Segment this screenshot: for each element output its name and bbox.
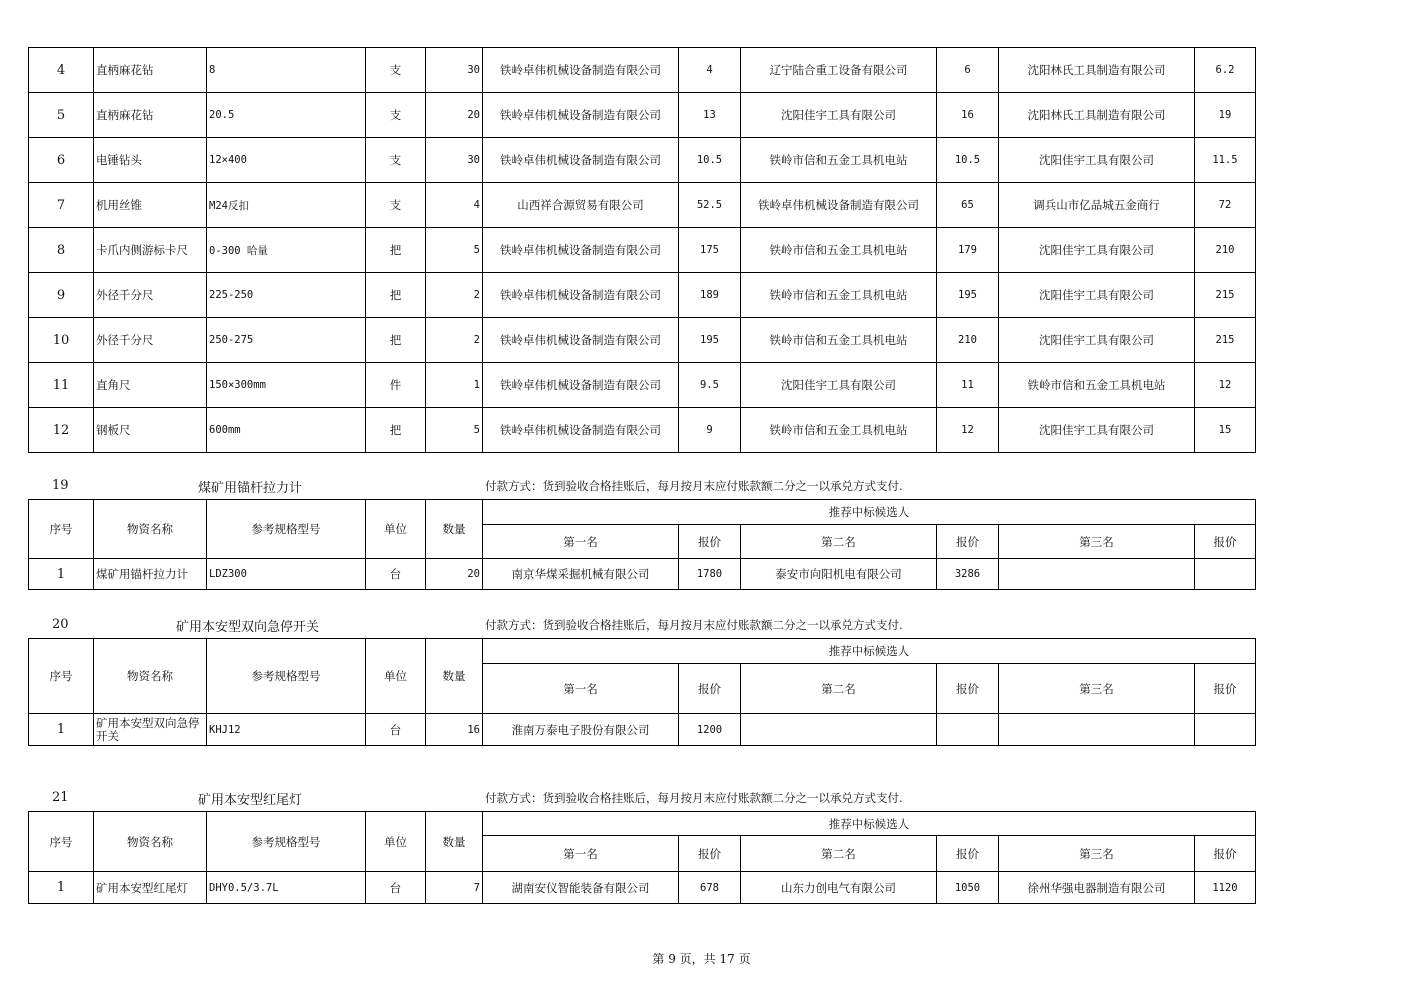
header-price: 报价 [937,664,999,714]
cell-price3 [1195,714,1256,746]
cell-qty: 1 [426,363,483,408]
cell-seq: 11 [29,363,94,408]
cell-price3: 210 [1195,228,1256,273]
cell-price2 [937,714,999,746]
cell-name: 卡爪内侧游标卡尺 [94,228,207,273]
cell-price1: 4 [679,48,741,93]
cell-seq: 1 [29,559,94,590]
table-row [29,714,1256,746]
table-row [29,48,1256,93]
cell-price1: 195 [679,318,741,363]
header-recommend: 推荐中标候选人 [483,500,1256,525]
cell-price3: 215 [1195,318,1256,363]
section-title: 矿用本安型双向急停开关 [176,620,320,635]
cell-spec: M24反扣 [207,183,366,228]
header-spec: 参考规格型号 [207,500,366,559]
cell-seq: 1 [29,714,94,746]
cell-price2: 11 [937,363,999,408]
header-price: 报价 [937,836,999,872]
header-unit: 单位 [366,639,426,714]
cell-qty: 20 [426,559,483,590]
cell-price2: 210 [937,318,999,363]
cell-second: 铁岭卓伟机械设备制造有限公司 [741,183,937,228]
table-row [29,363,1256,408]
table-row [29,559,1256,590]
cell-spec: 12×400 [207,138,366,183]
cell-third: 沈阳佳宇工具有限公司 [999,273,1195,318]
cell-third: 调兵山市亿品城五金商行 [999,183,1195,228]
cell-first: 铁岭卓伟机械设备制造有限公司 [483,93,679,138]
payment-terms: 付款方式：货到验收合格挂账后，每月按月末应付账款额二分之一以承兑方式支付. [485,479,903,493]
header-price: 报价 [1195,836,1256,872]
cell-qty: 30 [426,138,483,183]
cell-price1: 1200 [679,714,741,746]
header-unit: 单位 [366,500,426,559]
cell-price2: 195 [937,273,999,318]
header-seq: 序号 [29,812,94,872]
cell-third: 沈阳佳宇工具有限公司 [999,318,1195,363]
cell-name: 钢板尺 [94,408,207,453]
cell-spec: 250-275 [207,318,366,363]
cell-name: 电锤钻头 [94,138,207,183]
header-seq: 序号 [29,500,94,559]
cell-second: 沈阳佳宇工具有限公司 [741,93,937,138]
cell-first: 铁岭卓伟机械设备制造有限公司 [483,48,679,93]
header-third: 第三名 [999,836,1195,872]
header-second: 第二名 [741,836,937,872]
table-row [29,183,1256,228]
header-qty: 数量 [426,500,483,559]
cell-qty: 16 [426,714,483,746]
cell-price2: 16 [937,93,999,138]
cell-unit: 把 [366,318,426,363]
cell-first: 淮南万泰电子股份有限公司 [483,714,679,746]
cell-price1: 678 [679,872,741,904]
cell-price1: 13 [679,93,741,138]
cell-unit: 支 [366,138,426,183]
table-row [29,273,1256,318]
cell-unit: 台 [366,872,426,904]
cell-spec: LDZ300 [207,559,366,590]
cell-qty: 5 [426,228,483,273]
header-first: 第一名 [483,664,679,714]
cell-unit: 支 [366,183,426,228]
cell-second: 山东力创电气有限公司 [741,872,937,904]
table-row [29,872,1256,904]
cell-third: 铁岭市信和五金工具机电站 [999,363,1195,408]
cell-unit: 台 [366,714,426,746]
cell-first: 铁岭卓伟机械设备制造有限公司 [483,318,679,363]
section-title: 煤矿用锚杆拉力计 [198,481,303,496]
header-price: 报价 [679,525,741,559]
header-qty: 数量 [426,639,483,714]
cell-name: 直柄麻花钻 [94,93,207,138]
cell-seq: 8 [29,228,94,273]
cell-price2: 65 [937,183,999,228]
cell-price3: 19 [1195,93,1256,138]
cell-price3: 215 [1195,273,1256,318]
cell-price3 [1195,559,1256,590]
cell-qty: 20 [426,93,483,138]
table-row [29,318,1256,363]
table-row [29,138,1256,183]
cell-price1: 10.5 [679,138,741,183]
cell-first: 铁岭卓伟机械设备制造有限公司 [483,363,679,408]
cell-first: 铁岭卓伟机械设备制造有限公司 [483,273,679,318]
cell-name: 煤矿用锚杆拉力计 [94,559,207,590]
cell-price2: 179 [937,228,999,273]
cell-price3: 15 [1195,408,1256,453]
header-price: 报价 [937,525,999,559]
cell-first: 铁岭卓伟机械设备制造有限公司 [483,138,679,183]
header-price: 报价 [1195,525,1256,559]
cell-price2: 1050 [937,872,999,904]
header-name: 物资名称 [94,500,207,559]
cell-qty: 2 [426,273,483,318]
cell-price2: 6 [937,48,999,93]
table-row [29,93,1256,138]
cell-unit: 把 [366,273,426,318]
cell-seq: 7 [29,183,94,228]
cell-second: 铁岭市信和五金工具机电站 [741,228,937,273]
cell-second: 泰安市向阳机电有限公司 [741,559,937,590]
header-recommend: 推荐中标候选人 [483,639,1256,664]
cell-spec: DHY0.5/3.7L [207,872,366,904]
cell-unit: 件 [366,363,426,408]
section-number: 19 [52,478,69,493]
cell-price3: 72 [1195,183,1256,228]
cell-price1: 9.5 [679,363,741,408]
cell-third: 徐州华强电器制造有限公司 [999,872,1195,904]
section-table [28,811,1256,904]
cell-seq: 10 [29,318,94,363]
header-spec: 参考规格型号 [207,812,366,872]
cell-qty: 30 [426,48,483,93]
header-price: 报价 [679,664,741,714]
cell-unit: 支 [366,48,426,93]
cell-spec: 225-250 [207,273,366,318]
table-row [29,228,1256,273]
cell-price3: 12 [1195,363,1256,408]
cell-qty: 4 [426,183,483,228]
header-qty: 数量 [426,812,483,872]
header-second: 第二名 [741,664,937,714]
cell-price1: 52.5 [679,183,741,228]
cell-first: 铁岭卓伟机械设备制造有限公司 [483,228,679,273]
cell-price3: 1120 [1195,872,1256,904]
cell-price2: 10.5 [937,138,999,183]
cell-price2: 3286 [937,559,999,590]
cell-first: 山西祥合源贸易有限公司 [483,183,679,228]
cell-spec: 600mm [207,408,366,453]
section-table [28,638,1256,746]
header-name: 物资名称 [94,639,207,714]
header-third: 第三名 [999,525,1195,559]
page-footer: 第 9 页，共 17 页 [652,952,751,966]
cell-name: 机用丝锥 [94,183,207,228]
section-title: 矿用本安型红尾灯 [198,793,303,808]
cell-second: 铁岭市信和五金工具机电站 [741,318,937,363]
cell-spec: KHJ12 [207,714,366,746]
cell-qty: 5 [426,408,483,453]
cell-third: 沈阳林氏工具制造有限公司 [999,93,1195,138]
payment-terms: 付款方式：货到验收合格挂账后，每月按月末应付账款额二分之一以承兑方式支付. [485,618,903,632]
header-third: 第三名 [999,664,1195,714]
header-name: 物资名称 [94,812,207,872]
header-unit: 单位 [366,812,426,872]
header-price: 报价 [679,836,741,872]
cell-spec: 8 [207,48,366,93]
cell-seq: 6 [29,138,94,183]
cell-price1: 9 [679,408,741,453]
header-first: 第一名 [483,836,679,872]
cell-price1: 175 [679,228,741,273]
table-row [29,408,1256,453]
cell-second [741,714,937,746]
cell-spec: 150×300mm [207,363,366,408]
cell-third [999,559,1195,590]
cell-name: 矿用本安型红尾灯 [94,872,207,904]
header-price: 报价 [1195,664,1256,714]
cell-spec: 0-300 哈量 [207,228,366,273]
cell-second: 铁岭市信和五金工具机电站 [741,138,937,183]
cell-spec: 20.5 [207,93,366,138]
cell-seq: 5 [29,93,94,138]
cell-second: 辽宁陆合重工设备有限公司 [741,48,937,93]
payment-terms: 付款方式：货到验收合格挂账后，每月按月末应付账款额二分之一以承兑方式支付. [485,791,903,805]
cell-second: 铁岭市信和五金工具机电站 [741,273,937,318]
cell-price1: 1780 [679,559,741,590]
cell-third: 沈阳佳宇工具有限公司 [999,408,1195,453]
cell-unit: 把 [366,408,426,453]
cell-seq: 12 [29,408,94,453]
section-table [28,499,1256,590]
cell-first: 南京华煤采掘机械有限公司 [483,559,679,590]
cell-third: 沈阳佳宇工具有限公司 [999,228,1195,273]
cell-unit: 把 [366,228,426,273]
cell-name: 直柄麻花钻 [94,48,207,93]
header-second: 第二名 [741,525,937,559]
cell-second: 铁岭市信和五金工具机电站 [741,408,937,453]
cell-price3: 6.2 [1195,48,1256,93]
cell-third [999,714,1195,746]
cell-name: 直角尺 [94,363,207,408]
cell-name: 外径千分尺 [94,318,207,363]
cell-price1: 189 [679,273,741,318]
cell-name: 矿用本安型双向急停开关 [94,714,207,746]
cell-seq: 9 [29,273,94,318]
cell-first: 湖南安仪智能装备有限公司 [483,872,679,904]
cell-unit: 台 [366,559,426,590]
cell-third: 沈阳林氏工具制造有限公司 [999,48,1195,93]
header-spec: 参考规格型号 [207,639,366,714]
section-number: 20 [52,617,69,632]
cell-seq: 4 [29,48,94,93]
section-number: 21 [52,790,69,805]
cell-first: 铁岭卓伟机械设备制造有限公司 [483,408,679,453]
cell-name: 外径千分尺 [94,273,207,318]
cell-unit: 支 [366,93,426,138]
cell-qty: 7 [426,872,483,904]
cell-third: 沈阳佳宇工具有限公司 [999,138,1195,183]
cell-price3: 11.5 [1195,138,1256,183]
header-seq: 序号 [29,639,94,714]
cell-second: 沈阳佳宇工具有限公司 [741,363,937,408]
cell-seq: 1 [29,872,94,904]
header-first: 第一名 [483,525,679,559]
header-recommend: 推荐中标候选人 [483,812,1256,836]
cell-price2: 12 [937,408,999,453]
cell-qty: 2 [426,318,483,363]
items-table-top [28,47,1256,453]
